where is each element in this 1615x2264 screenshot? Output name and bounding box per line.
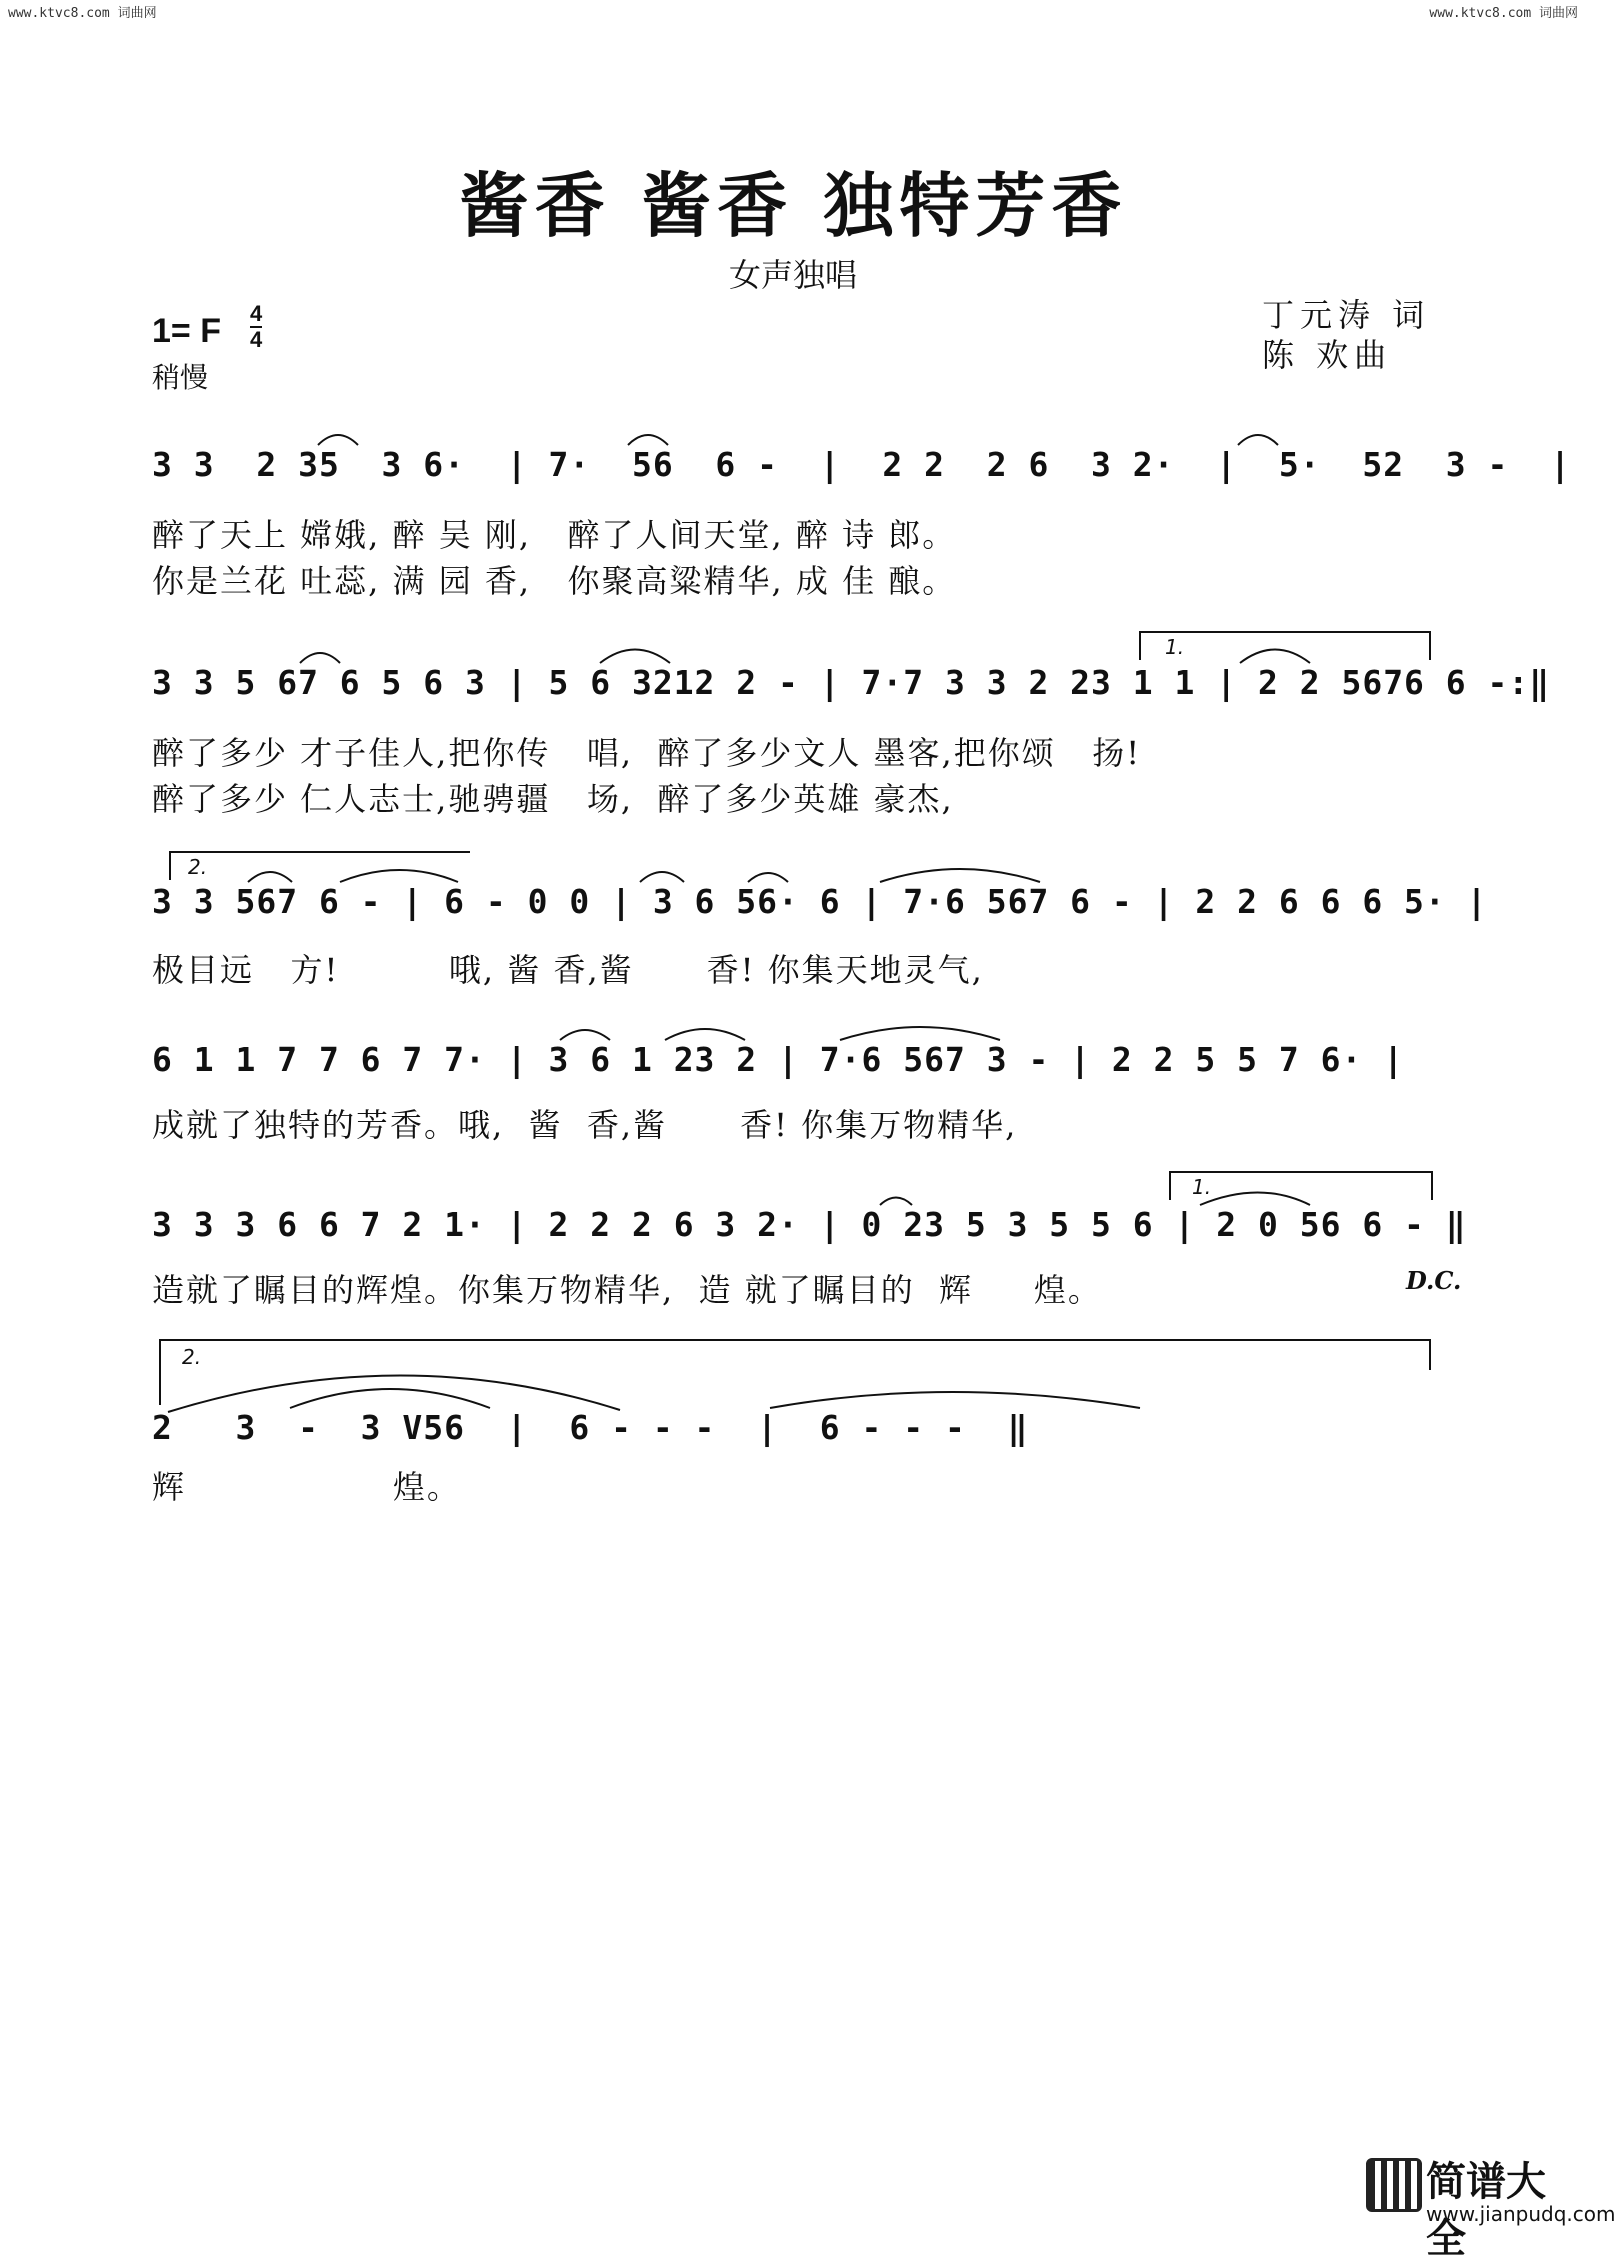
site-logo <box>1366 2150 1615 2262</box>
slur <box>560 1030 610 1040</box>
dc-mark: D.C. <box>1406 1266 1462 1295</box>
slur <box>600 650 670 664</box>
logo-url: www.jianpudq.com <box>1426 2202 1615 2226</box>
lyric-line-3: 极目远 方! 哦, 酱 香,酱 香! 你集天地灵气, <box>152 951 984 989</box>
slur <box>880 869 1040 882</box>
lyric-line-2b: 醉了多少 仁人志士,驰骋疆 场, 醉了多少英雄 豪杰, <box>152 780 954 818</box>
volta-label-2: 2. <box>188 855 208 879</box>
volta-bracket-2b <box>160 1340 1430 1405</box>
slur <box>770 1392 1140 1408</box>
song-title: 酱香 酱香 独特芳香 <box>458 164 1128 247</box>
slur <box>290 1389 490 1408</box>
composer-credit: 陈 欢曲 <box>1262 336 1393 374</box>
lyric-line-4: 成就了独特的芳香。哦, 酱 香,酱 香! 你集万物精华, <box>152 1106 1018 1144</box>
lyric-line-1a: 醉了天上 嫦娥, 醉 吴 刚, 醉了人间天堂, 醉 诗 郎。 <box>152 516 957 554</box>
volta-label-2b: 2. <box>182 1345 202 1369</box>
slur <box>640 872 684 882</box>
lyric-line-2a: 醉了多少 才子佳人,把你传 唱, 醉了多少文人 墨客,把你颂 扬! <box>152 734 1142 772</box>
notation-line-5: 3 3 3 6 6 7 2 1· | 2 2 2 6 3 2· | 0 23 5 3 5 5 6 | 2 0 56 6 - ‖ <box>152 1205 1467 1244</box>
time-signature-top: 4 <box>250 301 263 326</box>
piano-keys-icon <box>1366 2158 1422 2212</box>
volta-label-1b: 1. <box>1192 1175 1212 1199</box>
lyric-line-5: 造就了瞩目的辉煌。你集万物精华, 造 就了瞩目的 辉 煌。 <box>152 1271 1102 1309</box>
slur <box>340 870 458 882</box>
slur <box>1240 650 1310 664</box>
lyricist-credit: 丁元涛 词 <box>1262 296 1431 334</box>
slur <box>880 1198 912 1206</box>
slur <box>748 873 788 882</box>
slur <box>318 435 358 445</box>
lyric-line-1b: 你是兰花 吐蕊, 满 园 香, 你聚高粱精华, 成 佳 酿。 <box>152 562 957 600</box>
notation-line-3: 3 3 567 6 - | 6 - 0 0 | 3 6 56· 6 | 7·6 567 6 - | 2 2 6 6 6 5· | <box>152 882 1488 921</box>
volta-label-1: 1. <box>1165 635 1185 659</box>
watermark-left: www.ktvc8.com 词曲网 <box>8 6 157 21</box>
notation-line-1: 3 3 2 35 3 6· | 7· 56 6 - | 2 2 2 6 3 2· | 5· 52 3 - | <box>152 445 1572 484</box>
slur <box>665 1029 745 1040</box>
key-signature: 1= F <box>152 312 221 350</box>
notation-line-6: 2 3 - 3 V56 | 6 - - - | 6 - - - ‖ <box>152 1408 1029 1447</box>
notation-line-4: 6 1 1 7 7 6 7 7· | 3 6 1 23 2 | 7·6 567 3 - | 2 2 5 5 7 6· | <box>152 1040 1405 1079</box>
time-signature-bottom: 4 <box>250 327 263 352</box>
logo-text: 简谱大全 <box>1426 2159 1546 2262</box>
slur <box>1238 435 1278 445</box>
volta-labels <box>182 635 1211 1369</box>
slur <box>628 435 668 445</box>
slur <box>248 872 292 882</box>
slur <box>1200 1193 1310 1206</box>
notation-line-2: 3 3 5 67 6 5 6 3 | 5 6 3212 2 - | 7·7 3 3 2 23 1 1 | 2 2 5676 6 -:‖ <box>152 663 1551 702</box>
slur <box>168 1375 620 1412</box>
song-subtitle: 女声独唱 <box>728 256 857 294</box>
lyric-line-6: 辉 煌。 <box>152 1468 461 1506</box>
tempo-marking: 稍慢 <box>152 361 209 394</box>
slur <box>840 1027 1000 1040</box>
watermark-right: www.ktvc8.com 词曲网 <box>1429 6 1578 21</box>
volta-bracket-2 <box>170 852 470 880</box>
slur <box>300 653 340 663</box>
